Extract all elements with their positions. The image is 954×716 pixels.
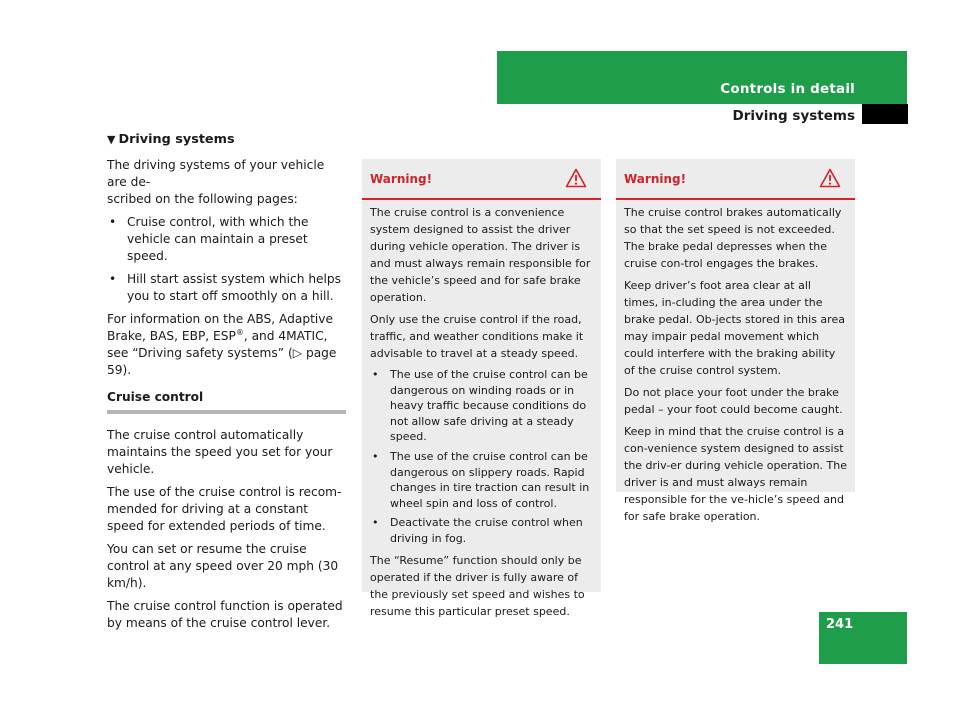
warning-paragraph: Keep in mind that the cruise control is a con-venience system designed to assist the driv-er during vehicle operation. The driver is and must always remain responsible for the ve-hicle’s speed and for safe brake operation. xyxy=(624,425,848,523)
warning-paragraph: The “Resume” function should only be operated if the driver is fully aware of the previously set speed and wishes to resume this particular preset speed. xyxy=(370,553,585,618)
warning-header xyxy=(362,159,601,200)
list-item: • Cruise control, with which the vehicle can maintain a preset speed. xyxy=(107,214,347,265)
section-tab-marker xyxy=(862,104,908,124)
list-item: • Hill start assist system which helps you to start off smoothly on a hill. xyxy=(107,271,347,305)
reference-text-1: For information on the ABS, Adaptive Brake, BAS, EBP, ESP xyxy=(107,312,333,343)
cruise-paragraph: The cruise control function is operated by means of the cruise control lever. xyxy=(107,599,343,630)
cruise-control-heading: Cruise control xyxy=(107,390,204,404)
intro-line-1: The driving systems of your vehicle are de- xyxy=(107,158,325,189)
systems-list xyxy=(107,214,347,305)
cruise-paragraph: You can set or resume the cruise control at any speed over 20 mph (30 km/h). xyxy=(107,542,339,590)
triangle-down-icon: ▼ xyxy=(107,133,116,146)
list-item: • The use of the cruise control can be dangerous on slippery roads. Rapid changes in tire traction can result in wheel spin and loss of control. xyxy=(370,449,593,511)
safety-systems-reference xyxy=(107,311,347,379)
list-item: • The use of the cruise control can be dangerous on winding roads or in heavy traffic because conditions do not allow safe driving at a steady speed. xyxy=(370,367,593,445)
warning-list xyxy=(370,367,593,547)
warning-label: Warning! xyxy=(624,172,687,186)
chapter-title: Controls in detail xyxy=(720,81,855,97)
warning-triangle-icon xyxy=(819,168,841,188)
warning-body xyxy=(616,200,855,525)
heading-rule xyxy=(107,410,346,414)
header-bar xyxy=(497,51,907,104)
warning-paragraph: Only use the cruise control if the road, traffic, and weather conditions make it advisable to travel at a steady speed. xyxy=(370,313,584,360)
warning-paragraph: Do not place your foot under the brake pedal – your foot could become caught. xyxy=(624,386,843,416)
page-number-box xyxy=(819,612,907,664)
reference-text-3: page 59). xyxy=(107,346,337,377)
warning-box-1 xyxy=(362,159,601,618)
intro-line-2: scribed on the following pages: xyxy=(107,192,298,206)
list-item: • Deactivate the cruise control when driving in fog. xyxy=(370,515,593,546)
cruise-paragraph: The use of the cruise control is recom-mended for driving at a constant speed for extended periods of time. xyxy=(107,485,342,533)
warning-body xyxy=(362,200,601,620)
warning-paragraph: The cruise control brakes automatically so that the set speed is not exceeded. The brake pedal depresses when the cruise con-trol engages the brakes. xyxy=(624,206,842,270)
warning-paragraph: Keep driver’s foot area clear at all times, in-cluding the area under the brake pedal. Ob-jects stored in this area may impair pedal movement which could interfere with the braking ability of the cruise control system. xyxy=(624,279,845,377)
left-column xyxy=(107,131,347,638)
warning-header xyxy=(616,159,855,200)
warning-triangle-icon xyxy=(565,168,587,188)
cruise-paragraph: The cruise control automatically maintains the speed you set for your vehicle. xyxy=(107,428,333,476)
warning-paragraph: The cruise control is a convenience system designed to assist the driver during vehicle operation. The driver is and must always remain responsible for the vehicle’s speed and for safe brake operation. xyxy=(370,206,591,304)
registered-mark: ® xyxy=(235,327,244,337)
reference-text-2: , and 4MATIC, see “Driving safety systems” ( xyxy=(107,329,328,360)
warning-box-2 xyxy=(616,159,855,523)
page-number: 241 xyxy=(826,617,854,632)
section-title: Driving systems xyxy=(732,108,855,124)
section-heading-text: Driving systems xyxy=(118,132,235,147)
intro-paragraph xyxy=(107,157,347,208)
warning-label: Warning! xyxy=(370,172,433,186)
page-arrow-icon: ▷ xyxy=(292,346,303,360)
section-heading xyxy=(107,131,347,148)
